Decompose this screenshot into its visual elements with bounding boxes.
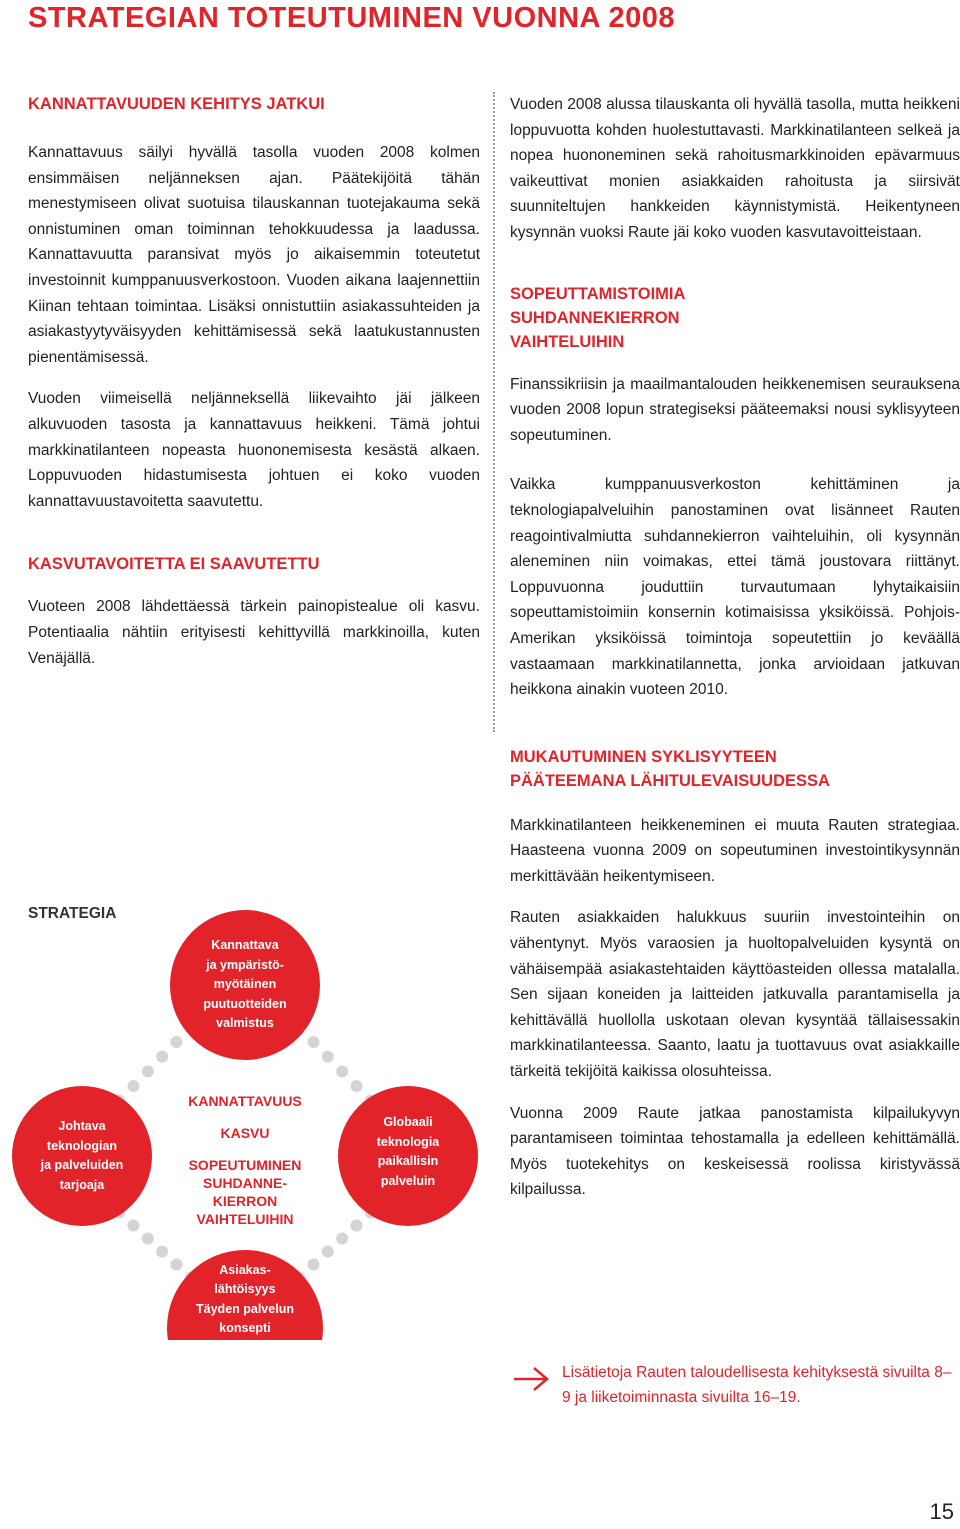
- connector-dot: [351, 1080, 363, 1092]
- column-divider: [493, 92, 495, 732]
- paragraph: Finanssikriisin ja maailmantalouden heikkenemisen seurauksena vuoden 2008 lopun strategiseksi pääteemaksi nousi syklisyyteen sopeutuminen.: [510, 375, 960, 444]
- circle-text-line: teknologia: [376, 1134, 440, 1149]
- paragraph: Vuoden 2008 alussa tilauskanta oli hyvällä tasolla, mutta heikkeni loppuvuotta kohden huolestuttavasti. Markkinatilanteen selkeä ja nopea huononeminen sekä rahoitusmarkkinoiden epävarmuus vaikeuttivat monien asiakkaiden rahoitusta ja siirsivät suunniteltujen hankkeiden käynnistymistä. Heikentyneen kysynnän vuoksi Raute jäi koko vuoden kasvutavoitteistaan.: [510, 96, 960, 241]
- circle-text-line: Tuotekehitys: [206, 1340, 284, 1355]
- connector-dot: [322, 1246, 334, 1258]
- circle-text-line: myötäinen: [213, 977, 277, 992]
- paragraph: Vuoteen 2008 lähdettäessä tärkein painopistealue oli kasvu. Potentiaalia nähtiin erityisesti kehittyvillä markkinoilla, kuten Venäjällä.: [28, 598, 480, 667]
- center-sopeutuminen: SUHDANNE-: [203, 1175, 287, 1191]
- connector-dot: [128, 1080, 140, 1092]
- connector-dot: [308, 1036, 320, 1048]
- circle-text-line: Asiakas-: [219, 1263, 271, 1278]
- center-sopeutuminen: KIERRON: [212, 1193, 278, 1209]
- circle-text-line: puutuotteiden: [203, 996, 287, 1011]
- circle-text-line: Osaaminen: [211, 1379, 279, 1394]
- left-column: [28, 92, 480, 671]
- circle-text-line: Globaali: [383, 1115, 433, 1129]
- paragraph: Vuoden viimeisellä neljänneksellä liikevaihto jäi jälkeen alkuvuoden tasosta ja kannattavuus heikkeni. Tämä johtui markkinatilanteen nopeasta huononemisesta kesästä alkaen. Loppuvuoden hidastumisesta johtuen ei koko vuoden kannattavuustavoitetta saavutettu.: [28, 390, 480, 510]
- section-heading: MUKAUTUMINEN SYKLISYYTEEN PÄÄTEEMANA LÄHITULEVAISUUDESSA: [510, 747, 830, 790]
- circle-left-text: [22, 1116, 142, 1196]
- connector-dot: [351, 1220, 363, 1232]
- center-sopeutuminen: VAIHTELUIHIN: [196, 1211, 294, 1227]
- paragraph: Vuonna 2009 Raute jatkaa panostamista kilpailukyvyn parantamiseen toimintaa tehostamalla ja edelleen kehittämällä. Myös tuotekehitys on keskeisessä roolissa kiristyvässä kilpailussa.: [510, 1104, 960, 1199]
- circle-text-line: Täyden palvelun: [196, 1301, 294, 1316]
- center-sopeutuminen: SOPEUTUMINEN: [188, 1157, 302, 1173]
- center-kasvu: KASVU: [220, 1125, 270, 1141]
- further-info-text: Lisätietoja Rauten taloudellisesta kehityksestä sivuilta 8–9 ja liiketoiminnasta sivuilta 16–19.: [562, 1364, 952, 1406]
- circle-top-text: [175, 935, 315, 1035]
- circle-text-line: valmistus: [216, 1016, 274, 1031]
- paragraph: Rauten asiakkaiden halukkuus suuriin investointeihin on vähentynyt. Myös varaosien ja huoltopalveluiden kysyntä on vähäisempää asiakastehtaiden käyttöasteiden ollessa matalalla. Sen sijaan koneiden ja laitteiden jatkuvalla parantamisella ja kehittävällä huollolla uskotaan olevan kysyntää tällaisessakin markkinatilanteessa. Saanto, laatu ja tuottavuus ovat asiakkaille tärkeitä tekijöitä kaikissa olosuhteissa.: [510, 909, 960, 1081]
- circle-text-line: Laatu: [228, 1360, 262, 1375]
- circle-text-line: konsepti: [219, 1321, 271, 1336]
- circle-text-line: palveluin: [380, 1173, 436, 1188]
- connector-dot: [171, 1036, 183, 1048]
- page-number: 15: [929, 1499, 954, 1524]
- further-info-note: [512, 1360, 952, 1410]
- connector-dot: [128, 1220, 140, 1232]
- circle-bottom-text: [175, 1264, 315, 1394]
- connector-dot: [142, 1233, 154, 1245]
- connector-dot: [156, 1246, 168, 1258]
- arrow-right-icon: [512, 1366, 550, 1392]
- circle-right-text: [348, 1112, 468, 1192]
- circle-text-line: Kannattava: [211, 938, 279, 953]
- connector-dot: [336, 1065, 348, 1077]
- circle-text-line: tarjoaja: [59, 1177, 105, 1192]
- paragraph: Markkinatilanteen heikkeneminen ei muuta Rauten strategiaa. Haasteena vuonna 2009 on sopeutuminen investointikysynnän merkittävään heikentymiseen.: [510, 816, 960, 885]
- diagram-center: [160, 1092, 330, 1228]
- connector-dot: [322, 1051, 334, 1063]
- paragraph: Kannattavuus säilyi hyvällä tasolla vuoden 2008 kolmen ensimmäisen neljänneksen ajan. Päätekijöitä tähän menestymiseen olivat suotuisa tilauskannan tuotejakauma sekä onnistuminen oman toiminnan tehokkuudessa ja laadussa. Kannattavuutta paransivat myös jo aikaisemmin toteutetut investoinnit kumppanuusverkostoon. Vuoden aikana laajennettiin Kiinan tehtaan toimintaa. Lisäksi onnistuttiin asiakassuhteiden ja asiakastyytyväisyyden kehittämisessä sekä laatukustannusten pienentämisessä.: [28, 144, 480, 366]
- circle-text-line: teknologian: [46, 1138, 118, 1153]
- circle-text-line: paikallisin: [377, 1154, 439, 1168]
- circle-text-line: ja palveluiden: [40, 1158, 124, 1172]
- circle-text-line: ja ympäristö-: [206, 957, 284, 972]
- section-heading: KANNATTAVUUDEN KEHITYS JATKUI: [28, 95, 325, 113]
- circle-text-line: lähtöisyys: [214, 1282, 276, 1297]
- section-heading: KASVUTAVOITETTA EI SAAVUTETTU: [28, 555, 320, 574]
- connector-dot: [156, 1051, 168, 1063]
- circle-text-line: Johtava: [58, 1119, 106, 1133]
- center-kannattavuus: KANNATTAVUUS: [188, 1093, 302, 1109]
- section-heading: SOPEUTTAMISTOIMIA SUHDANNEKIERRON VAIHTELUIHIN: [510, 284, 685, 351]
- right-column: [510, 92, 960, 1203]
- connector-dot: [336, 1233, 348, 1245]
- page-title: STRATEGIAN TOTEUTUMINEN VUONNA 2008: [28, 2, 675, 34]
- paragraph: Vaikka kumppanuusverkoston kehittäminen ja teknologiapalveluihin panostaminen ovat lisänneet Rauten reagointivalmiutta suhdannekierron vaihteluihin, oli kysynnän aleneminen niin voimakas, ettei tämä joustovara riittänyt. Loppuvuonna jouduttiin turvautumaan lyhytaikaisiin sopeuttamistoimiin konsernin kotimaisissa yksiköissä. Pohjois-Amerikan yksiköissä toimintoja sopeutettiin jo keväällä vastaamaan markkinatilannetta, jonka arvioidaan jatkuvan heikkona ainakin vuoteen 2010.: [510, 476, 960, 699]
- diagram-label: STRATEGIA: [28, 905, 117, 922]
- connector-dot: [142, 1065, 154, 1077]
